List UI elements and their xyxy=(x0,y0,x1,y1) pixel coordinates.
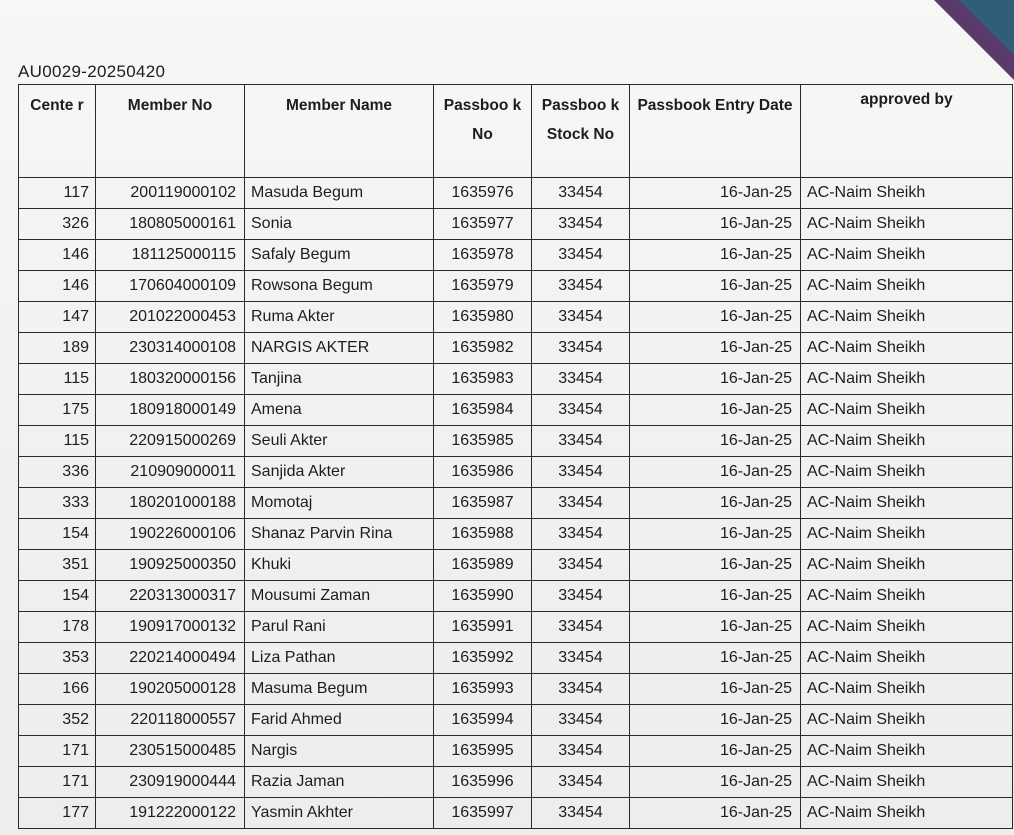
table-row xyxy=(19,798,1013,829)
table-header xyxy=(19,85,1013,178)
cell-approved-by: AC-Naim Sheikh xyxy=(801,581,1013,612)
cell-approved-by: AC-Naim Sheikh xyxy=(801,798,1013,829)
table-row xyxy=(19,767,1013,798)
cell-approved-by: AC-Naim Sheikh xyxy=(801,333,1013,364)
cell-stock-no: 33454 xyxy=(532,240,630,271)
cell-member-name: Nargis xyxy=(245,736,434,767)
cell-passbook-no: 1635994 xyxy=(434,705,532,736)
cell-entry-date: 16-Jan-25 xyxy=(630,271,801,302)
cell-entry-date: 16-Jan-25 xyxy=(630,426,801,457)
cell-entry-date: 16-Jan-25 xyxy=(630,302,801,333)
cell-passbook-no: 1635992 xyxy=(434,643,532,674)
cell-entry-date: 16-Jan-25 xyxy=(630,240,801,271)
cell-member-no: 220915000269 xyxy=(96,426,245,457)
cell-center: 171 xyxy=(19,767,96,798)
cell-approved-by: AC-Naim Sheikh xyxy=(801,550,1013,581)
cell-member-no: 220118000557 xyxy=(96,705,245,736)
cell-member-no: 190917000132 xyxy=(96,612,245,643)
cell-member-no: 230515000485 xyxy=(96,736,245,767)
cell-member-name: Yasmin Akhter xyxy=(245,798,434,829)
cell-entry-date: 16-Jan-25 xyxy=(630,488,801,519)
header-entry-date: Passbook Entry Date xyxy=(630,85,801,178)
cell-passbook-no: 1635980 xyxy=(434,302,532,333)
cell-member-name: Sonia xyxy=(245,209,434,240)
background-corner-inner xyxy=(959,0,1014,55)
cell-stock-no: 33454 xyxy=(532,519,630,550)
cell-center: 115 xyxy=(19,426,96,457)
table-row xyxy=(19,612,1013,643)
cell-approved-by: AC-Naim Sheikh xyxy=(801,736,1013,767)
table-row xyxy=(19,302,1013,333)
cell-stock-no: 33454 xyxy=(532,643,630,674)
cell-entry-date: 16-Jan-25 xyxy=(630,674,801,705)
cell-member-no: 190226000106 xyxy=(96,519,245,550)
cell-center: 146 xyxy=(19,271,96,302)
cell-member-name: NARGIS AKTER xyxy=(245,333,434,364)
header-approved-by: approved by xyxy=(801,85,1013,178)
cell-stock-no: 33454 xyxy=(532,581,630,612)
cell-passbook-no: 1635977 xyxy=(434,209,532,240)
cell-member-name: Ruma Akter xyxy=(245,302,434,333)
cell-stock-no: 33454 xyxy=(532,674,630,705)
cell-approved-by: AC-Naim Sheikh xyxy=(801,364,1013,395)
cell-member-no: 181125000115 xyxy=(96,240,245,271)
cell-passbook-no: 1635983 xyxy=(434,364,532,395)
cell-entry-date: 16-Jan-25 xyxy=(630,519,801,550)
cell-center: 189 xyxy=(19,333,96,364)
cell-approved-by: AC-Naim Sheikh xyxy=(801,178,1013,209)
cell-center: 353 xyxy=(19,643,96,674)
cell-approved-by: AC-Naim Sheikh xyxy=(801,209,1013,240)
cell-entry-date: 16-Jan-25 xyxy=(630,209,801,240)
header-center: Cente r xyxy=(19,85,96,178)
cell-member-name: Masuda Begum xyxy=(245,178,434,209)
cell-member-no: 170604000109 xyxy=(96,271,245,302)
document-id: AU0029-20250420 xyxy=(18,62,166,81)
cell-approved-by: AC-Naim Sheikh xyxy=(801,426,1013,457)
cell-member-no: 180320000156 xyxy=(96,364,245,395)
table-row xyxy=(19,736,1013,767)
cell-approved-by: AC-Naim Sheikh xyxy=(801,488,1013,519)
cell-member-no: 190925000350 xyxy=(96,550,245,581)
cell-stock-no: 33454 xyxy=(532,550,630,581)
cell-member-no: 210909000011 xyxy=(96,457,245,488)
cell-stock-no: 33454 xyxy=(532,612,630,643)
cell-center: 154 xyxy=(19,519,96,550)
cell-member-no: 230919000444 xyxy=(96,767,245,798)
cell-center: 146 xyxy=(19,240,96,271)
cell-approved-by: AC-Naim Sheikh xyxy=(801,457,1013,488)
cell-entry-date: 16-Jan-25 xyxy=(630,736,801,767)
table-row xyxy=(19,550,1013,581)
cell-member-name: Momotaj xyxy=(245,488,434,519)
cell-center: 154 xyxy=(19,581,96,612)
cell-center: 326 xyxy=(19,209,96,240)
cell-passbook-no: 1635996 xyxy=(434,767,532,798)
cell-entry-date: 16-Jan-25 xyxy=(630,643,801,674)
header-row xyxy=(19,85,1013,178)
cell-member-no: 190205000128 xyxy=(96,674,245,705)
cell-stock-no: 33454 xyxy=(532,705,630,736)
cell-member-name: Masuma Begum xyxy=(245,674,434,705)
cell-passbook-no: 1635984 xyxy=(434,395,532,426)
cell-passbook-no: 1635986 xyxy=(434,457,532,488)
cell-stock-no: 33454 xyxy=(532,178,630,209)
cell-passbook-no: 1635979 xyxy=(434,271,532,302)
table-row xyxy=(19,209,1013,240)
cell-center: 115 xyxy=(19,364,96,395)
table-row xyxy=(19,426,1013,457)
cell-member-no: 180201000188 xyxy=(96,488,245,519)
cell-entry-date: 16-Jan-25 xyxy=(630,333,801,364)
cell-stock-no: 33454 xyxy=(532,271,630,302)
table-row xyxy=(19,705,1013,736)
cell-center: 352 xyxy=(19,705,96,736)
cell-center: 333 xyxy=(19,488,96,519)
table-row xyxy=(19,364,1013,395)
cell-member-name: Rowsona Begum xyxy=(245,271,434,302)
table-row xyxy=(19,457,1013,488)
cell-stock-no: 33454 xyxy=(532,736,630,767)
cell-passbook-no: 1635995 xyxy=(434,736,532,767)
cell-center: 336 xyxy=(19,457,96,488)
table-row xyxy=(19,643,1013,674)
table-body xyxy=(19,178,1013,829)
cell-passbook-no: 1635991 xyxy=(434,612,532,643)
cell-approved-by: AC-Naim Sheikh xyxy=(801,643,1013,674)
cell-center: 178 xyxy=(19,612,96,643)
cell-entry-date: 16-Jan-25 xyxy=(630,705,801,736)
cell-member-name: Farid Ahmed xyxy=(245,705,434,736)
cell-center: 117 xyxy=(19,178,96,209)
cell-member-name: Safaly Begum xyxy=(245,240,434,271)
cell-entry-date: 16-Jan-25 xyxy=(630,550,801,581)
cell-passbook-no: 1635987 xyxy=(434,488,532,519)
cell-approved-by: AC-Naim Sheikh xyxy=(801,271,1013,302)
table-row xyxy=(19,488,1013,519)
table-row xyxy=(19,333,1013,364)
cell-stock-no: 33454 xyxy=(532,209,630,240)
table-row xyxy=(19,674,1013,705)
cell-member-name: Sanjida Akter xyxy=(245,457,434,488)
cell-member-no: 200119000102 xyxy=(96,178,245,209)
table-row xyxy=(19,395,1013,426)
cell-approved-by: AC-Naim Sheikh xyxy=(801,767,1013,798)
cell-center: 171 xyxy=(19,736,96,767)
cell-stock-no: 33454 xyxy=(532,302,630,333)
cell-member-name: Razia Jaman xyxy=(245,767,434,798)
cell-center: 177 xyxy=(19,798,96,829)
cell-stock-no: 33454 xyxy=(532,488,630,519)
cell-stock-no: 33454 xyxy=(532,798,630,829)
table-row xyxy=(19,581,1013,612)
cell-member-no: 201022000453 xyxy=(96,302,245,333)
cell-entry-date: 16-Jan-25 xyxy=(630,612,801,643)
cell-entry-date: 16-Jan-25 xyxy=(630,798,801,829)
cell-approved-by: AC-Naim Sheikh xyxy=(801,519,1013,550)
cell-stock-no: 33454 xyxy=(532,457,630,488)
cell-stock-no: 33454 xyxy=(532,767,630,798)
table-row xyxy=(19,240,1013,271)
cell-passbook-no: 1635997 xyxy=(434,798,532,829)
cell-approved-by: AC-Naim Sheikh xyxy=(801,705,1013,736)
header-passbook-no: Passboo k No xyxy=(434,85,532,178)
cell-member-no: 191222000122 xyxy=(96,798,245,829)
cell-approved-by: AC-Naim Sheikh xyxy=(801,674,1013,705)
cell-approved-by: AC-Naim Sheikh xyxy=(801,395,1013,426)
cell-member-name: Amena xyxy=(245,395,434,426)
cell-member-name: Khuki xyxy=(245,550,434,581)
cell-entry-date: 16-Jan-25 xyxy=(630,767,801,798)
cell-entry-date: 16-Jan-25 xyxy=(630,178,801,209)
cell-approved-by: AC-Naim Sheikh xyxy=(801,302,1013,333)
cell-stock-no: 33454 xyxy=(532,395,630,426)
table-row xyxy=(19,178,1013,209)
header-passbook-stock-no: Passboo k Stock No xyxy=(532,85,630,178)
cell-passbook-no: 1635976 xyxy=(434,178,532,209)
cell-member-no: 180805000161 xyxy=(96,209,245,240)
cell-member-no: 180918000149 xyxy=(96,395,245,426)
cell-center: 166 xyxy=(19,674,96,705)
cell-passbook-no: 1635982 xyxy=(434,333,532,364)
cell-member-name: Liza Pathan xyxy=(245,643,434,674)
cell-member-name: Tanjina xyxy=(245,364,434,395)
cell-member-name: Parul Rani xyxy=(245,612,434,643)
passbook-table xyxy=(18,84,1013,829)
header-member-no: Member No xyxy=(96,85,245,178)
cell-entry-date: 16-Jan-25 xyxy=(630,364,801,395)
table-row xyxy=(19,271,1013,302)
cell-member-name: Mousumi Zaman xyxy=(245,581,434,612)
cell-passbook-no: 1635989 xyxy=(434,550,532,581)
cell-center: 351 xyxy=(19,550,96,581)
cell-entry-date: 16-Jan-25 xyxy=(630,581,801,612)
cell-member-name: Shanaz Parvin Rina xyxy=(245,519,434,550)
table-row xyxy=(19,519,1013,550)
cell-member-name: Seuli Akter xyxy=(245,426,434,457)
cell-approved-by: AC-Naim Sheikh xyxy=(801,240,1013,271)
cell-approved-by: AC-Naim Sheikh xyxy=(801,612,1013,643)
cell-member-no: 220214000494 xyxy=(96,643,245,674)
cell-stock-no: 33454 xyxy=(532,426,630,457)
cell-stock-no: 33454 xyxy=(532,333,630,364)
cell-member-no: 230314000108 xyxy=(96,333,245,364)
cell-passbook-no: 1635978 xyxy=(434,240,532,271)
cell-center: 147 xyxy=(19,302,96,333)
cell-passbook-no: 1635993 xyxy=(434,674,532,705)
header-member-name: Member Name xyxy=(245,85,434,178)
cell-passbook-no: 1635985 xyxy=(434,426,532,457)
cell-entry-date: 16-Jan-25 xyxy=(630,395,801,426)
cell-center: 175 xyxy=(19,395,96,426)
cell-passbook-no: 1635990 xyxy=(434,581,532,612)
cell-member-no: 220313000317 xyxy=(96,581,245,612)
cell-passbook-no: 1635988 xyxy=(434,519,532,550)
cell-stock-no: 33454 xyxy=(532,364,630,395)
cell-entry-date: 16-Jan-25 xyxy=(630,457,801,488)
